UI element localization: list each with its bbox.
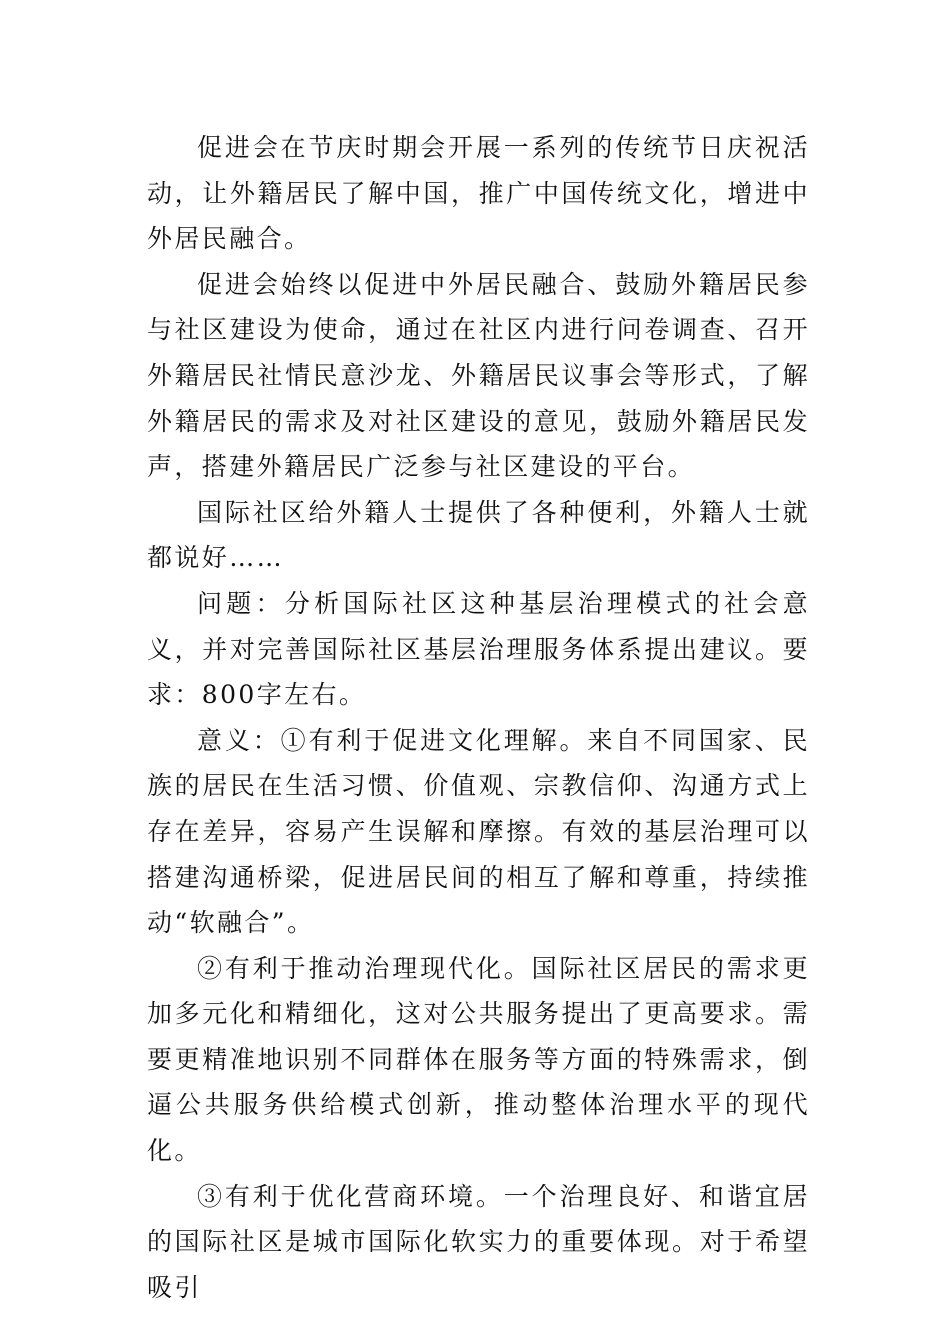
- paragraph-foreigners-praise: 国际社区给外籍人士提供了各种便利，外籍人士就都说好……: [147, 497, 810, 573]
- paragraph-significance-3: ③有利于优化营商环境。一个治理良好、和谐宜居的国际社区是城市国际化软实力的重要体现。对于希望吸引: [147, 1181, 810, 1302]
- document-body: [147, 125, 810, 1310]
- paragraph-promotion-mission: 促进会始终以促进中外居民融合、鼓励外籍居民参与社区建设为使命，通过在社区内进行问卷调查、召开外籍居民社情民意沙龙、外籍居民议事会等形式，了解外籍居民的需求及对社区建设的意见，鼓励外籍居民发声，搭建外籍居民广泛参与社区建设的平台。: [147, 269, 810, 482]
- paragraph-question: 问题：分析国际社区这种基层治理模式的社会意义，并对完善国际社区基层治理服务体系提出建议。要求：800字左右。: [147, 588, 810, 710]
- paragraph-festival-activities: 促进会在节庆时期会开展一系列的传统节日庆祝活动，让外籍居民了解中国，推广中国传统文化，增进中外居民融合。: [147, 133, 810, 254]
- paragraph-significance-2: ②有利于推动治理现代化。国际社区居民的需求更加多元化和精细化，这对公共服务提出了更高要求。需要更精准地识别不同群体在服务等方面的特殊需求，倒逼公共服务供给模式创新，推动整体治理水平的现代化。: [147, 953, 810, 1166]
- paragraph-significance-1: 意义：①有利于促进文化理解。来自不同国家、民族的居民在生活习惯、价值观、宗教信仰、沟通方式上存在差异，容易产生误解和摩擦。有效的基层治理可以搭建沟通桥梁，促进居民间的相互了解和尊重，持续推动“软融合”。: [147, 725, 810, 938]
